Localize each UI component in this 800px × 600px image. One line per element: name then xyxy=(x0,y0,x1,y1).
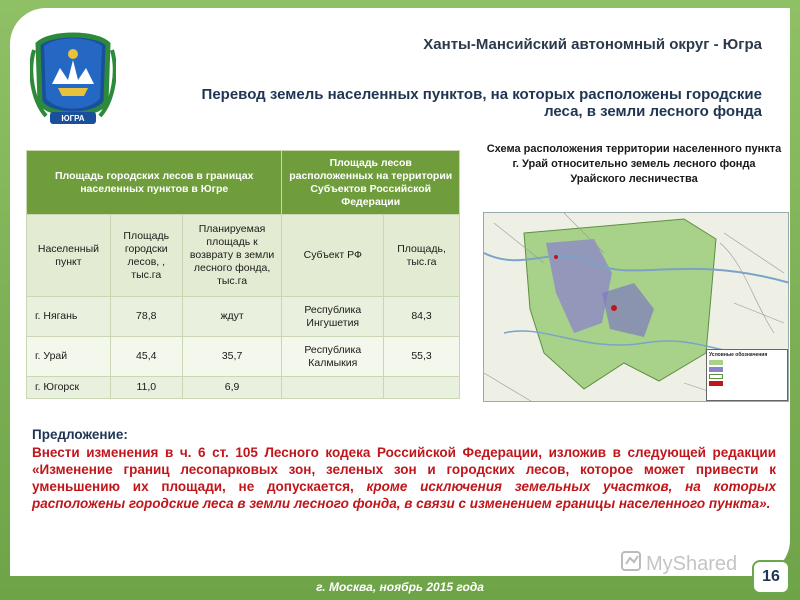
map-legend xyxy=(706,349,788,401)
slide xyxy=(10,8,790,576)
cell-subject-area xyxy=(384,377,460,399)
col-header-settlement: Населенный пункт xyxy=(27,215,111,297)
cell-area: 11,0 xyxy=(110,377,182,399)
proposal-label: Предложение: xyxy=(32,427,128,442)
cell-subject-area: 55,3 xyxy=(384,337,460,377)
cell-planned: 35,7 xyxy=(182,337,282,377)
cell-settlement: г. Урай xyxy=(27,337,111,377)
emblem-label: ЮГРА xyxy=(61,114,85,123)
legend-swatch xyxy=(709,360,723,365)
page-number: 16 xyxy=(752,560,790,594)
watermark-text: MyShared xyxy=(646,553,738,575)
table-group-header xyxy=(27,151,460,215)
cell-subject: Республика Ингушетия xyxy=(282,297,384,337)
cell-subject xyxy=(282,377,384,399)
map-caption: Схема расположения территории населенного пункта г. Урай относительно земель лесного фонда Урайского лесничества xyxy=(486,143,782,185)
table-row xyxy=(27,337,460,377)
col-header-area: Площадь городски лесов, , тыс.га xyxy=(110,215,182,297)
cell-area: 45,4 xyxy=(110,337,182,377)
cell-settlement: г. Нягань xyxy=(27,297,111,337)
location-map xyxy=(483,212,789,402)
group-header-left: Площадь городских лесов в границах населенных пунктов в Югре xyxy=(27,151,282,215)
legend-swatch xyxy=(709,367,723,372)
proposal-text-italic: кроме исключения земельных участков, на которых расположены городские леса в земли лесного фонда, в связи с изменением границы населенного пункта». xyxy=(32,479,776,511)
table-row xyxy=(27,377,460,399)
cell-area: 78,8 xyxy=(110,297,182,337)
footer-location-date: г. Москва, ноябрь 2015 года xyxy=(316,580,484,594)
cell-subject-area: 84,3 xyxy=(384,297,460,337)
col-header-planned: Планируемая площадь к возврату в земли лесного фонда, тыс.га xyxy=(182,215,282,297)
cell-subject: Республика Калмыкия xyxy=(282,337,384,377)
group-header-right: Площадь лесов расположенных на территории Субъектов Российской Федерации xyxy=(282,151,460,215)
col-header-subject: Субъект РФ xyxy=(282,215,384,297)
proposal-text xyxy=(32,444,776,512)
coat-of-arms-emblem xyxy=(30,30,116,130)
cell-planned: 6,9 xyxy=(182,377,282,399)
table-row xyxy=(27,297,460,337)
page-title: Перевод земель населенных пунктов, на которых расположены городские леса, в земли лесного фонда xyxy=(201,86,762,120)
legend-title: Условные обозначения xyxy=(709,352,768,358)
legend-swatch xyxy=(709,374,723,379)
col-header-subject-area: Площадь, тыс.га xyxy=(384,215,460,297)
forest-area-table xyxy=(26,150,460,399)
proposal-text-main: Внести изменения в ч. 6 ст. 105 Лесного кодека Российской Федерации, изложив в следующей редакции «Изменение границ лесопарковых зон, зеленых зон и городских лесов, которое может привести к уменьшению их площади, не допускается, xyxy=(32,445,776,494)
table-column-header xyxy=(27,215,460,297)
cell-settlement: г. Югорск xyxy=(27,377,111,399)
cell-planned: ждут xyxy=(182,297,282,337)
legend-swatch xyxy=(709,381,723,386)
region-title: Ханты-Мансийский автономный округ - Югра xyxy=(423,36,762,53)
